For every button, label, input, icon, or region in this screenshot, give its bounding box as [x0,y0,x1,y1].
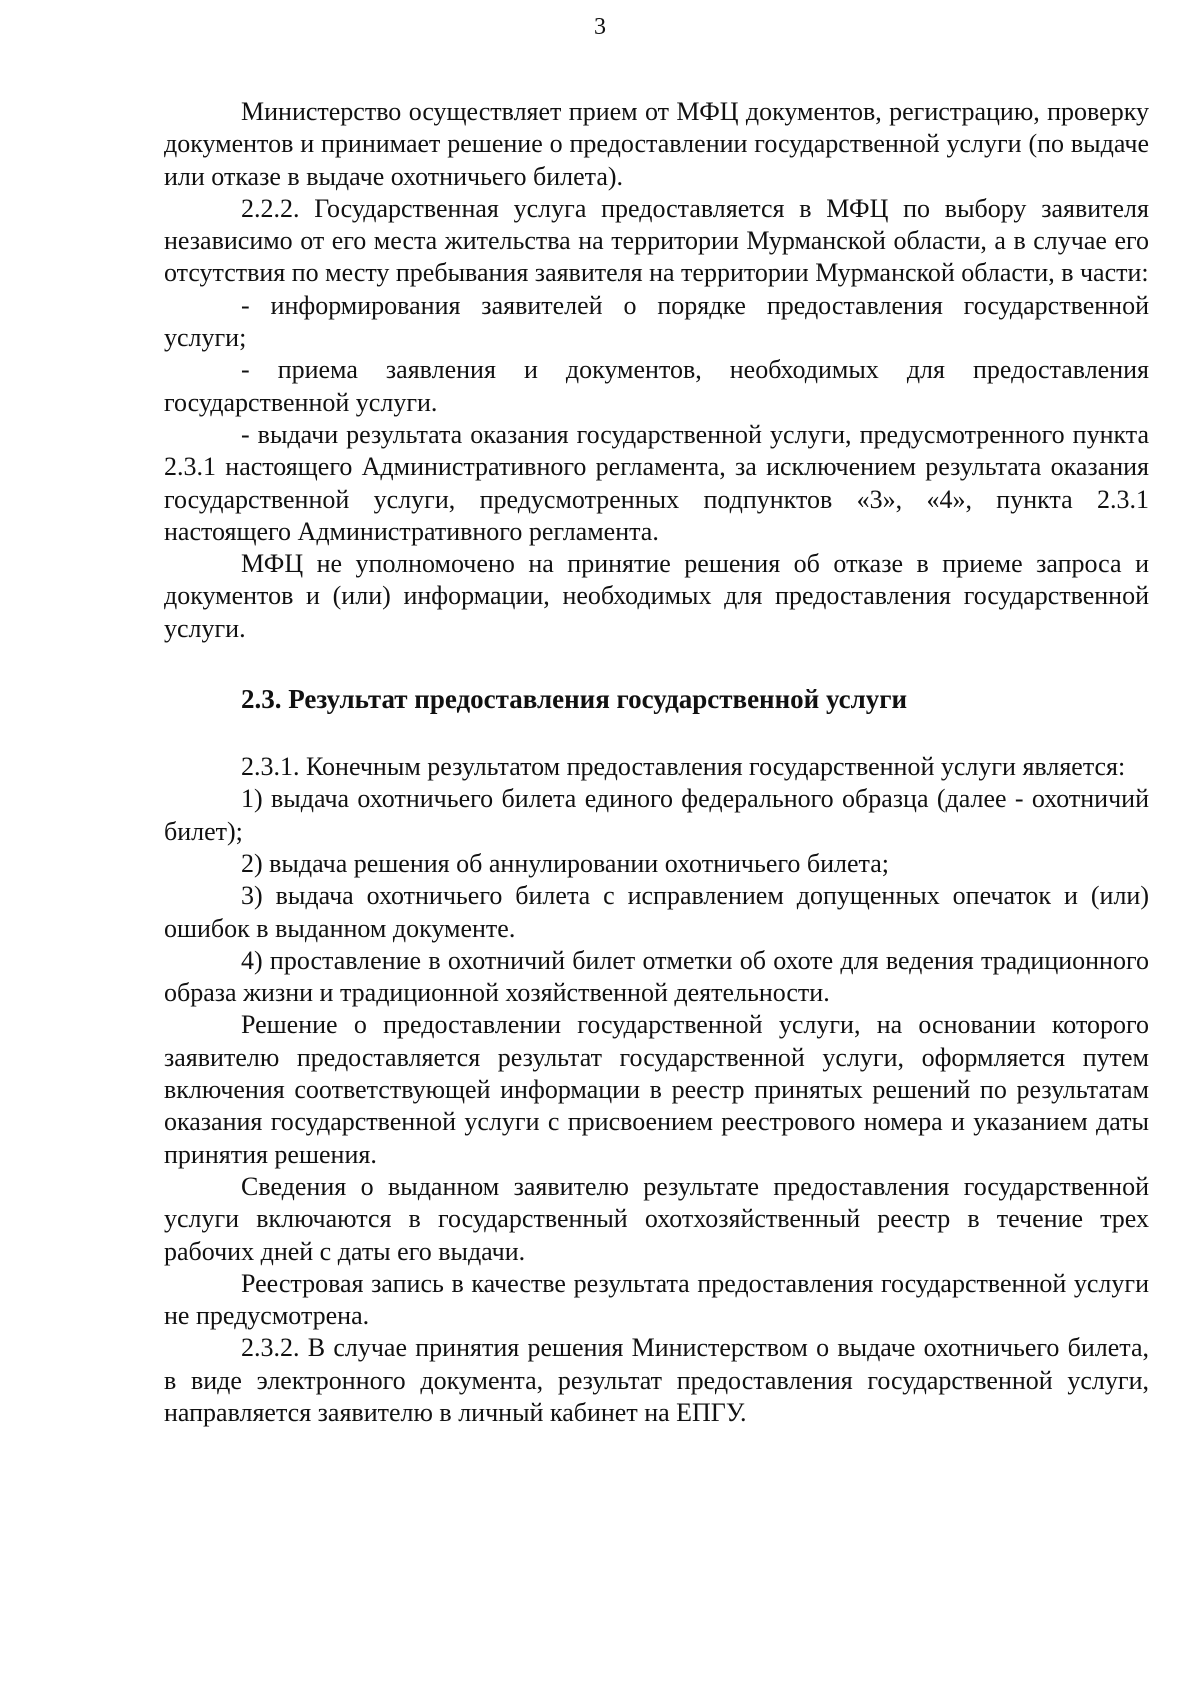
result-item-4: 4) проставление в охотничий билет отметки об охоте для ведения традиционного образа жизни и традиционной хозяйственной деятельности. [164,945,1149,1008]
list-item-informing: - информирования заявителей о порядке предоставления государственной услуги; [164,290,1149,353]
paragraph-2-3-1: 2.3.1. Конечным результатом предоставления государственной услуги является: [241,752,1126,782]
list-item-reception: - приема заявления и документов, необходимых для предоставления государственной услуги. [164,355,1149,417]
paragraph-registry-info: Сведения о выданном заявителю результате предоставления государственной услуги включаются в государственный охотхозяйственный реестр в течение трех рабочих дней с даты его выдачи. [164,1171,1149,1266]
paragraph-decision-registry: Решение о предоставлении государственной услуги, на основании которого заявителю предоставляется результат государственной услуги, оформляется путем включения соответствующей информации в реестр принятых решений по результатам оказания государственной услуги с присвоением реестрового номера и указанием даты принятия решения. [164,1010,1149,1169]
result-item-1: 1) выдача охотничьего билета единого федерального образца (далее - охотничий билет); [164,784,1149,846]
paragraph-mfc-not-authorized: МФЦ не уполномочено на принятие решения об отказе в приеме запроса и документов и (или) информации, необходимых для предоставления государственной услуги. [164,549,1149,643]
section-heading: 2.3. Результат предоставления государственной услуги [241,684,908,715]
result-item-3: 3) выдача охотничьего билета с исправлением допущенных опечаток и (или) ошибок в выданном документе. [164,881,1149,943]
paragraph-2-3-2: 2.3.2. В случае принятия решения Министерством о выдаче охотничьего билета, в виде электронного документа, результат предоставления государственной услуги, направляется заявителю в личный кабинет на ЕПГУ. [164,1333,1149,1427]
result-item-2: 2) выдача решения об аннулировании охотничьего билета; [241,848,889,878]
document-body [164,96,1149,1429]
paragraph-ministry-reception: Министерство осуществляет прием от МФЦ документов, регистрацию, проверку документов и принимает решение о предоставлении государственной услуги (по выдаче или отказе в выдаче охотничьего билета). [164,97,1149,191]
paragraph-registry-record: Реестровая запись в качестве результата предоставления государственной услуги не предусмотрена. [164,1268,1149,1331]
paragraph-2-2-2: 2.2.2. Государственная услуга предоставляется в МФЦ по выбору заявителя независимо от его места жительства на территории Мурманской области, а в случае его отсутствия по месту пребывания заявителя на территории Мурманской области, в части: [164,193,1149,288]
page-number: 3 [594,14,606,40]
list-item-issuance: - выдачи результата оказания государственной услуги, предусмотренного пункта 2.3.1 настоящего Административного регламента, за исключением результата оказания государственной услуги, предусмотренных подпунктов «3», «4», пункта 2.3.1 настоящего Административного регламента. [164,419,1149,546]
